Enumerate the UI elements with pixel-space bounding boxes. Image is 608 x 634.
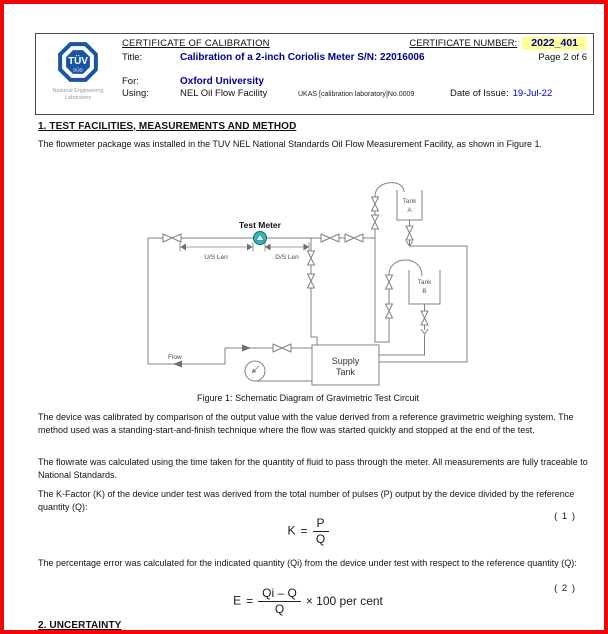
supply-tank-label-line2: Tank [335,367,356,377]
equation-1-lhs: K [287,523,296,538]
test-meter-label: Test Meter [239,220,281,230]
page-indicator: Page 2 of 6 [538,52,587,63]
equation-2-number: ( 2 ) [554,583,576,594]
downstream-length-label: D/S Len [275,254,299,261]
pump-arrow-icon [252,366,259,373]
supply-tank-label-line1: Supply [331,356,360,366]
facility-name: NEL Oil Flow Facility [180,88,268,99]
tank-a-label-line1: Tank [402,198,417,205]
figure-1-schematic [102,170,502,392]
section-2-heading: 2. UNCERTAINTY [38,620,122,631]
tank-a-box [397,190,422,220]
paragraph-facility: The flowmeter package was installed in the TUV NEL National Standards Oil Flow Measurement Facility, as shown in Figure 1. [38,139,543,149]
tank-b-box [409,270,440,304]
equation-2-lhs: E [233,593,242,608]
equation-2 [38,583,578,616]
logo-sub-text: SÜD [73,67,83,73]
certificate-number-label: CERTIFICATE NUMBER: [409,38,518,49]
certificate-header [35,33,594,115]
tuv-sud-logo-icon [55,39,101,85]
equation-2-suffix: × 100 per cent [305,593,383,608]
tank-b-label-line2: B [422,288,427,295]
paragraph-calibration-method: The device was calibrated by comparison of the output value with the value derived from a reference gravimetric weighing system. The method used was a standing-start-and-finish technique where the flow was started quickly and stopped at the end of the test. [38,412,574,435]
logo-column [36,34,120,114]
certificate-number-value: 2022_401 [522,37,587,50]
logo-brand-text: TÜV [68,56,88,68]
document-type: CERTIFICATE OF CALIBRATION [122,38,270,49]
issue-date-value: 19-Jul-22 [512,88,553,99]
section-1-heading: 1. TEST FACILITIES, MEASUREMENTS AND METHOD [38,121,297,132]
equation-2-denominator: Q [274,602,285,616]
for-label: For: [122,76,139,87]
upstream-length-label: U/S Len [204,254,228,261]
valve-icons [163,197,428,352]
paragraph-k-factor: The K-Factor (K) of the device under test was derived from the total number of pulses (P) output by the device divided by the reference quantity (Q): [38,489,575,512]
tank-b-label-line1: Tank [417,279,432,286]
equation-1 [38,511,578,546]
equation-2-numerator: Qi – Q [258,587,301,602]
equation-1-denominator: Q [315,532,326,546]
certificate-title: Calibration of a 2-inch Coriolis Meter S/N: 22016006 [180,52,425,63]
paragraph-percentage-error: The percentage error was calculated for the indicated quantity (Qi) from the device under test with respect to the reference quantity (Q): [38,558,577,568]
equation-1-number: ( 1 ) [554,511,576,522]
title-label: Title: [122,52,143,63]
ukas-accreditation: UKAS [calibration laboratory]No.0009 [298,91,415,98]
equation-1-numerator: P [313,517,329,532]
issue-date-label: Date of Issue: [450,88,509,99]
tank-a-label-line2: A [407,207,412,214]
flow-label: Flow [168,354,182,361]
equals-sign-2: = [246,593,254,608]
equals-sign: = [300,523,308,538]
customer-name: Oxford University [180,76,264,87]
header-fields [120,34,593,114]
paragraph-flowrate: The flowrate was calculated using the time taken for the quantity of fluid to pass through the meter. All measurements are fully traceable to National Standards. [38,457,588,480]
logo-caption: National Engineering Laboratory [52,88,104,101]
using-label: Using: [122,88,149,99]
figure-1-caption: Figure 1: Schematic Diagram of Gravimetric Test Circuit [197,393,419,403]
